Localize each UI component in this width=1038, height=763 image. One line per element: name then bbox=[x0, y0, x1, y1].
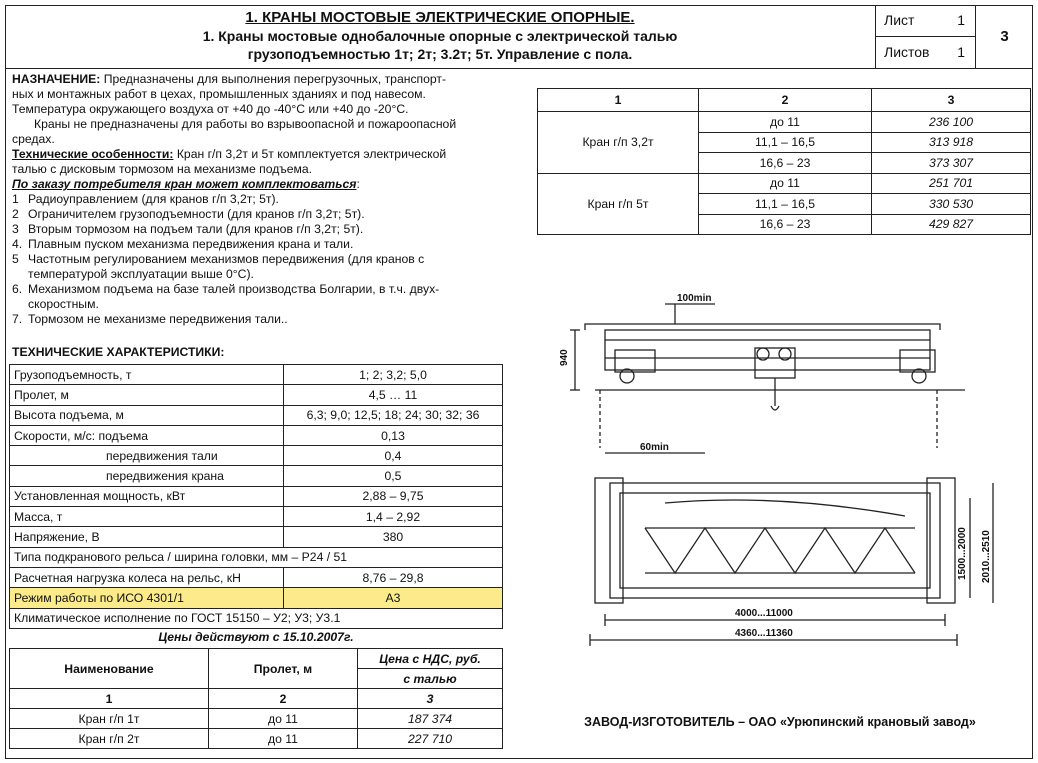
right-span: 16,6 – 23 bbox=[699, 214, 872, 235]
price-row bbox=[10, 709, 503, 729]
option-number: 7. bbox=[12, 312, 23, 326]
spec-row bbox=[10, 608, 503, 628]
spec-row bbox=[10, 588, 503, 608]
options-heading: По заказу потребителя кран может комплектоваться bbox=[12, 177, 357, 191]
spec-value: 4,5 … 11 bbox=[284, 385, 503, 405]
dim-2010-2510: 2010...2510 bbox=[981, 530, 992, 583]
sheets-label: Листов bbox=[884, 44, 930, 60]
plan-frame bbox=[610, 483, 940, 598]
purpose-line-1 bbox=[12, 72, 532, 87]
spec-value: 1,4 – 2,92 bbox=[284, 507, 503, 527]
features-text: Кран г/п 3,2т и 5т комплектуется электрической bbox=[173, 147, 447, 161]
purpose-line-3: Температура окружающего воздуха от +40 до -40°С или +40 до -20°С. bbox=[12, 102, 409, 116]
purpose-heading: НАЗНАЧЕНИЕ: bbox=[12, 72, 101, 86]
spec-row bbox=[10, 385, 503, 405]
spec-name: Скорости, м/с: подъема bbox=[10, 425, 284, 445]
spec-row bbox=[10, 527, 503, 547]
spec-value: 380 bbox=[284, 527, 503, 547]
spec-row bbox=[10, 486, 503, 506]
plan-cable bbox=[665, 500, 905, 516]
right-price: 236 100 bbox=[872, 112, 1031, 133]
spec-value: 2,88 – 9,75 bbox=[284, 486, 503, 506]
product-title: 1. Краны мостовые однобалочные опорные с электрической талью bbox=[202, 28, 678, 44]
spec-name: Масса, т bbox=[10, 507, 284, 527]
dim-60min: 60min bbox=[640, 442, 669, 453]
spec-row bbox=[10, 547, 503, 567]
right-crane-name: Кран г/п 5т bbox=[538, 173, 699, 235]
spec-value: 0,5 bbox=[284, 466, 503, 486]
right-price: 373 307 bbox=[872, 153, 1031, 174]
spec-name: Расчетная нагрузка колеса на рельс, кН bbox=[10, 567, 284, 587]
price-name: Кран г/п 1т bbox=[10, 709, 209, 729]
prices-numbers-row bbox=[10, 689, 503, 709]
col-num-2: 2 bbox=[209, 689, 358, 709]
spec-name: Климатическое исполнение по ГОСТ 15150 – У2; У3; У3.1 bbox=[10, 608, 503, 628]
options-heading-line bbox=[12, 177, 532, 192]
specs-table bbox=[9, 364, 503, 629]
option-number: 2 bbox=[12, 207, 19, 221]
sheet-row bbox=[876, 5, 975, 37]
side-top-beam bbox=[585, 324, 940, 330]
sheets-row bbox=[876, 37, 975, 68]
dim-940: 940 bbox=[559, 349, 570, 366]
right-price: 251 701 bbox=[872, 173, 1031, 194]
option-text: Частотным регулированием механизмов передвижения (для кранов с bbox=[28, 252, 425, 266]
spec-name: Установленная мощность, кВт bbox=[10, 486, 284, 506]
option-text: Ограничителем грузоподъемности (для кранов г/п 3,2т; 5т). bbox=[28, 207, 365, 221]
spec-name: Типа подкранового рельса / ширина головки, мм – Р24 / 51 bbox=[10, 547, 503, 567]
right-price: 330 530 bbox=[872, 194, 1031, 215]
col-num-1: 1 bbox=[10, 689, 209, 709]
plan-end-left bbox=[595, 478, 623, 603]
option-item bbox=[12, 207, 532, 222]
option-item bbox=[12, 282, 532, 312]
right-price: 429 827 bbox=[872, 214, 1031, 235]
spec-name: передвижения тали bbox=[10, 446, 284, 466]
spec-row bbox=[10, 405, 503, 425]
plan-end-right bbox=[927, 478, 955, 603]
sheets-value: 1 bbox=[957, 44, 965, 60]
product-subtitle: грузоподъемностью 1т; 2т; 3.2т; 5т. Управление с пола. bbox=[247, 46, 633, 62]
col-price-header: Цена с НДС, руб. bbox=[358, 649, 503, 669]
option-text: Плавным пуском механизма передвижения крана и тали. bbox=[28, 237, 354, 251]
spec-value: 0,4 bbox=[284, 446, 503, 466]
description bbox=[12, 72, 532, 327]
right-col-2: 2 bbox=[699, 89, 872, 112]
features-line-2: талью с дисковым тормозом на механизме подъема. bbox=[12, 162, 313, 176]
option-text: Тормозом не механизме передвижения тали.. bbox=[28, 312, 288, 326]
spec-value: А3 bbox=[284, 588, 503, 608]
col-price-subheader: с талью bbox=[358, 669, 503, 689]
option-item bbox=[12, 192, 532, 207]
purpose-text: Предназначены для выполнения перегрузочных, транспорт- bbox=[100, 72, 447, 86]
col-span-header: Пролет, м bbox=[209, 649, 358, 689]
price-span: до 11 bbox=[209, 709, 358, 729]
price-span: до 11 bbox=[209, 729, 358, 749]
specs-heading: ТЕХНИЧЕСКИЕ ХАРАКТЕРИСТИКИ: bbox=[12, 345, 225, 359]
side-end-carriage-left bbox=[615, 350, 655, 372]
dim-4000-11000: 4000...11000 bbox=[735, 608, 793, 619]
spec-name: Пролет, м bbox=[10, 385, 284, 405]
plan-truss bbox=[645, 528, 915, 573]
options-list bbox=[12, 192, 532, 327]
purpose-line-2: ных и монтажных работ в цехах, промышленных зданиях и под навесом. bbox=[12, 87, 426, 101]
right-crane-name: Кран г/п 3,2т bbox=[538, 112, 699, 174]
spec-name: Режим работы по ИСО 4301/1 bbox=[10, 588, 284, 608]
right-header-row bbox=[538, 89, 1031, 112]
right-price-row bbox=[538, 112, 1031, 133]
prices-table bbox=[9, 648, 503, 749]
spec-name: Высота подъема, м bbox=[10, 405, 284, 425]
price-value: 227 710 bbox=[358, 729, 503, 749]
features-line-1 bbox=[12, 147, 532, 162]
right-span: 16,6 – 23 bbox=[699, 153, 872, 174]
right-span: до 11 bbox=[699, 112, 872, 133]
dim-1500-2000: 1500...2000 bbox=[957, 527, 968, 580]
option-text: Радиоуправлением (для кранов г/п 3,2т; 5т). bbox=[28, 192, 279, 206]
col-num-3: 3 bbox=[358, 689, 503, 709]
spec-row bbox=[10, 466, 503, 486]
prices-header-row bbox=[10, 649, 503, 669]
spec-row bbox=[10, 507, 503, 527]
option-item bbox=[12, 237, 532, 252]
option-number: 3 bbox=[12, 222, 19, 236]
right-price: 313 918 bbox=[872, 132, 1031, 153]
option-item bbox=[12, 252, 532, 282]
option-item bbox=[12, 222, 532, 237]
option-text-cont: температурой эксплуатации выше 0°С). bbox=[28, 267, 254, 281]
right-col-3: 3 bbox=[872, 89, 1031, 112]
prices-caption: Цены действуют с 15.10.2007г. bbox=[158, 630, 354, 644]
purpose-line-5: средах. bbox=[12, 132, 55, 146]
option-number: 4. bbox=[12, 237, 23, 251]
option-text: Механизмом подъема на базе талей производства Болгарии, в т.ч. двух- bbox=[28, 282, 440, 296]
spec-value: 8,76 – 29,8 bbox=[284, 567, 503, 587]
sheet-value: 1 bbox=[957, 12, 965, 28]
crane-drawing bbox=[545, 288, 1015, 648]
features-heading: Технические особенности: bbox=[12, 147, 174, 161]
price-name: Кран г/п 2т bbox=[10, 729, 209, 749]
spec-row bbox=[10, 446, 503, 466]
right-span: 11,1 – 16,5 bbox=[699, 132, 872, 153]
dim-100min: 100min bbox=[677, 293, 712, 304]
spec-row bbox=[10, 425, 503, 445]
spec-name: передвижения крана bbox=[10, 466, 284, 486]
page-number: 3 bbox=[976, 5, 1033, 69]
spec-name: Грузоподъемность, т bbox=[10, 365, 284, 385]
hoist-body bbox=[755, 348, 795, 378]
right-col-1: 1 bbox=[538, 89, 699, 112]
right-span: до 11 bbox=[699, 173, 872, 194]
section-title: 1. КРАНЫ МОСТОВЫЕ ЭЛЕКТРИЧЕСКИЕ ОПОРНЫЕ. bbox=[245, 9, 635, 26]
dim-4360-11360: 4360...11360 bbox=[735, 628, 793, 639]
right-price-row bbox=[538, 173, 1031, 194]
sheet-label: Лист bbox=[884, 12, 915, 28]
option-item bbox=[12, 312, 532, 327]
right-span: 11,1 – 16,5 bbox=[699, 194, 872, 215]
price-value: 187 374 bbox=[358, 709, 503, 729]
purpose-line-4: Краны не предназначены для работы во взрывоопасной и пожароопасной bbox=[34, 117, 457, 131]
spec-row bbox=[10, 365, 503, 385]
options-colon: : bbox=[356, 177, 360, 191]
spec-row bbox=[10, 567, 503, 587]
price-row bbox=[10, 729, 503, 749]
option-number: 1 bbox=[12, 192, 19, 206]
option-number: 6. bbox=[12, 282, 23, 296]
spec-value: 6,3; 9,0; 12,5; 18; 24; 30; 32; 36 bbox=[284, 405, 503, 425]
spec-name: Напряжение, В bbox=[10, 527, 284, 547]
prices-table-right bbox=[537, 88, 1031, 235]
title-block bbox=[5, 5, 876, 69]
spec-value: 0,13 bbox=[284, 425, 503, 445]
col-name-header: Наименование bbox=[10, 649, 209, 689]
option-number: 5 bbox=[12, 252, 19, 266]
option-text-cont: скоростным. bbox=[28, 297, 99, 311]
specs-heading-wrap bbox=[12, 345, 532, 360]
option-text: Вторым тормозом на подъем тали (для кранов г/п 3,2т; 5т). bbox=[28, 222, 364, 236]
manufacturer: ЗАВОД-ИЗГОТОВИТЕЛЬ – ОАО «Урюпинский крановый завод» bbox=[584, 715, 976, 729]
spec-value: 1; 2; 3,2; 5,0 bbox=[284, 365, 503, 385]
sheet-info bbox=[876, 5, 976, 69]
